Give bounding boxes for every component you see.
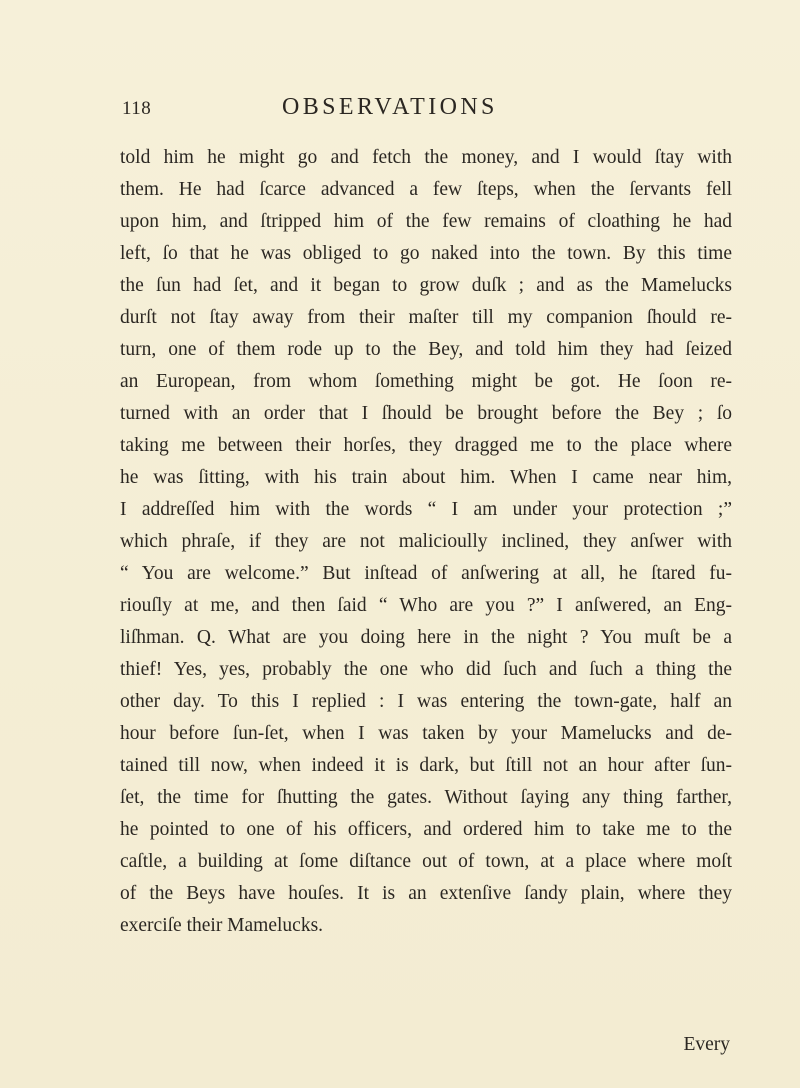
body-text — [120, 142, 732, 942]
text-line: ſet, the time for ſhutting the gates. Without ſaying any thing farther, — [120, 787, 732, 808]
text-line: them. He had ſcarce advanced a few ſteps, when the ſervants fell — [120, 179, 732, 200]
text-line: thief! Yes, yes, probably the one who did ſuch and ſuch a thing the — [120, 659, 732, 680]
text-line: caſtle, a building at ſome diſtance out of town, at a place where moſt — [120, 851, 732, 872]
text-line: tained till now, when indeed it is dark, but ſtill not an hour after ſun- — [120, 755, 732, 776]
text-line: riouſly at me, and then ſaid “ Who are you ?” I anſwered, an Eng- — [120, 595, 732, 616]
text-line: turn, one of them rode up to the Bey, and told him they had ſeized — [120, 339, 732, 360]
text-line: hour before ſun-ſet, when I was taken by your Mamelucks and de- — [120, 723, 732, 744]
text-line: turned with an order that I ſhould be brought before the Bey ; ſo — [120, 403, 732, 424]
text-line: of the Beys have houſes. It is an extenſive ſandy plain, where they — [120, 883, 732, 904]
text-line: he pointed to one of his officers, and ordered him to take me to the — [120, 819, 732, 840]
text-line: durſt not ſtay away from their maſter till my companion ſhould re- — [120, 307, 732, 328]
text-line: liſhman. Q. What are you doing here in the night ? You muſt be a — [120, 627, 732, 648]
text-line: “ You are welcome.” But inſtead of anſwering at all, he ſtared fu- — [120, 563, 732, 584]
text-line: an European, from whom ſomething might be got. He ſoon re- — [120, 371, 732, 392]
text-line-last: exerciſe their Mamelucks. — [120, 915, 324, 936]
text-line: the ſun had ſet, and it began to grow duſk ; and as the Mamelucks — [120, 275, 732, 296]
text-line: which phraſe, if they are not malicioully inclined, they anſwer with — [120, 531, 732, 552]
running-title: OBSERVATIONS — [282, 94, 498, 120]
running-head — [0, 94, 800, 124]
text-line: taking me between their horſes, they dragged me to the place where — [120, 435, 732, 456]
text-line: upon him, and ſtripped him of the few remains of cloathing he had — [120, 211, 732, 232]
text-line: I addreſſed him with the words “ I am under your protection ;” — [120, 499, 732, 520]
page-number: 118 — [122, 98, 152, 119]
text-line: left, ſo that he was obliged to go naked into the town. By this time — [120, 243, 732, 264]
text-line: told him he might go and fetch the money, and I would ſtay with — [120, 147, 732, 168]
text-line: other day. To this I replied : I was entering the town-gate, half an — [120, 691, 732, 712]
text-line: he was ſitting, with his train about him. When I came near him, — [120, 467, 732, 488]
catchword: Every — [683, 1034, 730, 1055]
